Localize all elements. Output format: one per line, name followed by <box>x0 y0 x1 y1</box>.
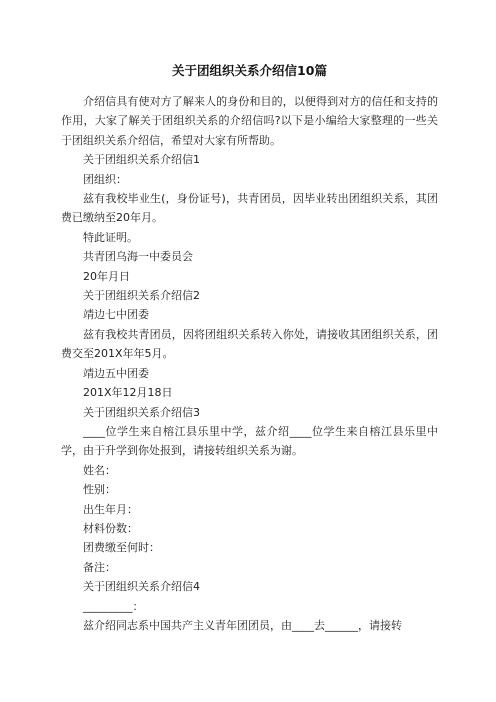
paragraph: 兹有我校毕业生(，身份证号)，共青团员，因毕业转出团组织关系，其团费已缴纳至20年月。 <box>61 192 438 225</box>
paragraph: 共青团乌海一中委员会 <box>83 250 193 264</box>
paragraph: _________： <box>83 599 144 613</box>
form-field-label: 出生年月： <box>83 502 138 516</box>
section-heading-4: 关于团组织关系介绍信4 <box>83 580 200 594</box>
paragraph: 靖边七中团委 <box>83 308 149 322</box>
document-title: 关于团组织关系介绍信10篇 <box>172 63 327 78</box>
paragraph-intro: 介绍信具有使对方了解来人的身份和目的，以便得到对方的信任和支持的作用，大家了解关于团组织关系的介绍信吗?以下是小编给大家整理的一些关于团组织关系介绍信，希望对大家有所帮助。 <box>61 95 438 147</box>
paragraph: 靖边五中团委 <box>83 366 149 380</box>
form-field-label: 备注： <box>83 560 116 574</box>
section-heading-1: 关于团组织关系介绍信1 <box>83 153 200 167</box>
section-heading-2: 关于团组织关系介绍信2 <box>83 289 200 303</box>
paragraph: 特此证明。 <box>83 230 138 244</box>
paragraph: 团组织： <box>83 172 127 186</box>
section-heading-3: 关于团组织关系介绍信3 <box>83 405 200 419</box>
paragraph: 20年月日 <box>83 269 130 283</box>
paragraph: 201X年12月18日 <box>83 386 173 400</box>
paragraph: 兹介绍同志系中国共产主义青年团团员，由____去______，请接转 <box>83 618 402 632</box>
form-field-label: 性别： <box>83 483 116 497</box>
form-field-label: 姓名： <box>83 463 116 477</box>
paragraph: 兹有我校共青团员，因将团组织关系转入你处，请接收其团组织关系，团费交至201X年年5月。 <box>61 327 438 361</box>
paragraph: ____位学生来自榕江县乐里中学，兹介绍____位学生来自榕江县乐里中学，由于升学到你处报到，请接转组织关系为谢。 <box>61 424 438 458</box>
form-field-label: 材料份数： <box>83 521 138 535</box>
form-field-label: 团费缴至何时： <box>83 541 160 555</box>
